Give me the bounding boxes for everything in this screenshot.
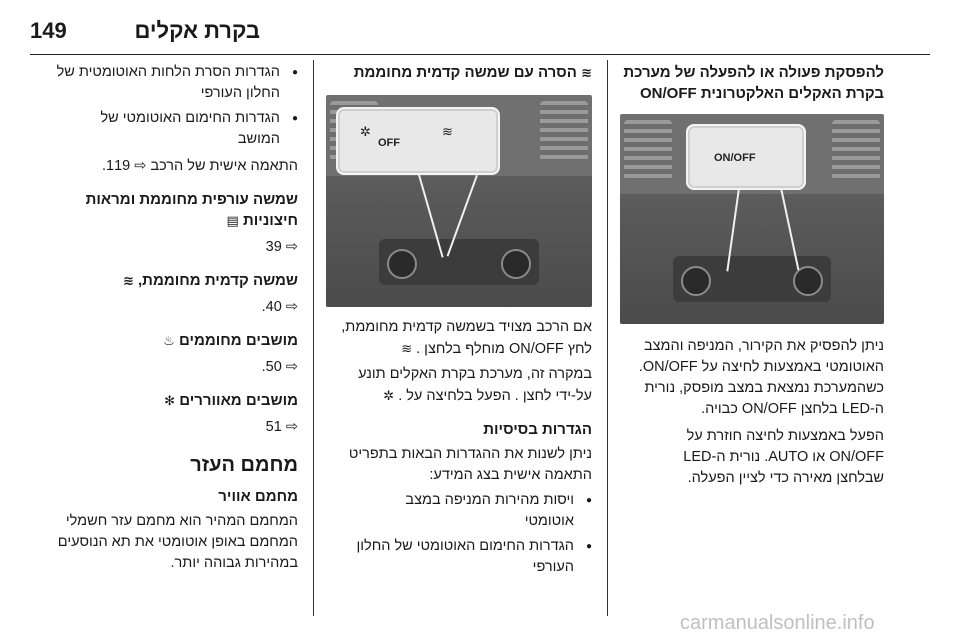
page-title: בקרת אקלים [134, 18, 260, 43]
heated-windscreen-photo [326, 95, 592, 307]
column-middle [326, 62, 592, 578]
header-rule [30, 54, 930, 55]
onoff-text-3: כשהמערכת נמצאת במצב מופסק, נורית [644, 380, 884, 396]
onoff-text-7: שבלחצן מאירה כדי לציין הפעלה. [687, 470, 884, 486]
basic-settings-text-2: התאמה אישית בצג המידע: [429, 467, 592, 483]
climate-panel [379, 239, 539, 285]
list-item: ● הגדרות הסרת הלחות האוטומטית של החלון העורפי [30, 62, 298, 104]
air-heater-text-1: המחמם המהיר הוא מחמם עזר חשמלי [65, 513, 298, 529]
list-item: ● ויסות מהירות המניפה במצב אוטומטי [326, 490, 592, 532]
rear-window-heat-icon: ▤ [226, 213, 239, 228]
windscreen-heat-icon: ≋ [442, 124, 453, 139]
windscreen-ref: ⇨ 40. [261, 299, 298, 315]
basic-settings-heading: הגדרות בסיסיות [483, 421, 592, 438]
watermark: carmanualsonline.info [680, 612, 875, 634]
onoff-text-1: ניתן להפסיק את הקירור, המניפה והמצב [643, 338, 884, 354]
list-item: ● הגדרות החימום האוטומטי של המושב [30, 108, 298, 150]
windscreen-heading: ≋ הסרה עם שמשה קדמית מחוממת [353, 64, 592, 81]
heated-seats-heading: מושבים מחוממים ♨ [163, 332, 298, 349]
ventilated-seat-icon: ✻ [164, 393, 176, 408]
column-divider-left [313, 60, 314, 616]
ventilated-seats-ref: ⇨ 51 [265, 419, 298, 435]
heated-windscreen-icon: ≋ [401, 341, 413, 356]
onoff-heading-line1: להפסקת פעולה או להפעלה של מערכת [623, 64, 884, 81]
heated-seat-icon: ♨ [163, 333, 175, 348]
onoff-button-label: ON/OFF [714, 152, 756, 164]
fan-off-icon: ✲ [383, 388, 395, 403]
rear-window-heading-1: שמשה עורפית מחוממת ומראות [85, 191, 298, 208]
onoff-text-2: האוטומטי באמצעות לחיצה על ON/OFF. [638, 359, 884, 375]
fan-off-icon: ✲ [360, 124, 371, 139]
air-heater-subtitle: מחמם אוויר [218, 488, 298, 505]
windscreen-ref-heading: שמשה קדמית מחוממת, ≋ [122, 272, 298, 289]
onoff-heading-line2: בקרת האקלים האלקטרונית ON/OFF [640, 85, 884, 102]
personalisation-ref: התאמה אישית של הרכב ⇨ 119. [102, 158, 298, 174]
windscreen-callout [336, 107, 500, 175]
windscreen-text-1: אם הרכב מצויד בשמשה קדמית מחוממת, [341, 319, 592, 335]
onoff-text-6: ON/OFF או AUTO. נורית ה-LED [683, 449, 884, 465]
basic-settings-text-1: ניתן לשנות את ההגדרות הבאות בתפריט [348, 446, 592, 462]
column-right [620, 62, 884, 489]
rear-window-ref: ⇨ 39 [265, 239, 298, 255]
windscreen-text-2: לחץ ON/OFF מוחלף בלחצן . ≋ [326, 338, 592, 360]
heated-windscreen-icon: ≋ [581, 65, 592, 80]
list-item: ● הגדרות החימום האוטומטי של החלון העורפי [326, 536, 592, 578]
onoff-text-4: ה-LED בלחצן ON/OFF כבויה. [701, 401, 884, 417]
onoff-button-photo [620, 114, 884, 324]
page-header [30, 18, 930, 52]
onoff-callout [686, 124, 806, 190]
heated-seats-ref: ⇨ 50. [261, 359, 298, 375]
heated-windscreen-icon: ≋ [122, 273, 134, 288]
onoff-text-5: הפעל באמצעות לחיצה חוזרת על [686, 428, 884, 444]
rear-window-heading-2: חיצוניות ▤ [226, 212, 298, 229]
page-number: 149 [30, 18, 67, 43]
climate-panel [673, 256, 831, 302]
ventilated-seats-heading: מושבים מאווררים ✻ [164, 392, 298, 409]
column-left [30, 62, 298, 574]
windscreen-text-4: על-ידי לחצן . הפעל בלחיצה על . ✲ [326, 385, 592, 407]
air-heater-text-3: במהירות גבוהה יותר. [170, 555, 298, 571]
auxiliary-heater-title: מחמם העזר [190, 454, 298, 476]
column-divider-right [607, 60, 608, 616]
fan-off-label: OFF [378, 137, 400, 149]
air-heater-text-2: המחמם באופן אוטומטי את תא הנוסעים [57, 534, 298, 550]
windscreen-text-3: במקרה זה, מערכת בקרת האקלים תונע [358, 366, 592, 382]
